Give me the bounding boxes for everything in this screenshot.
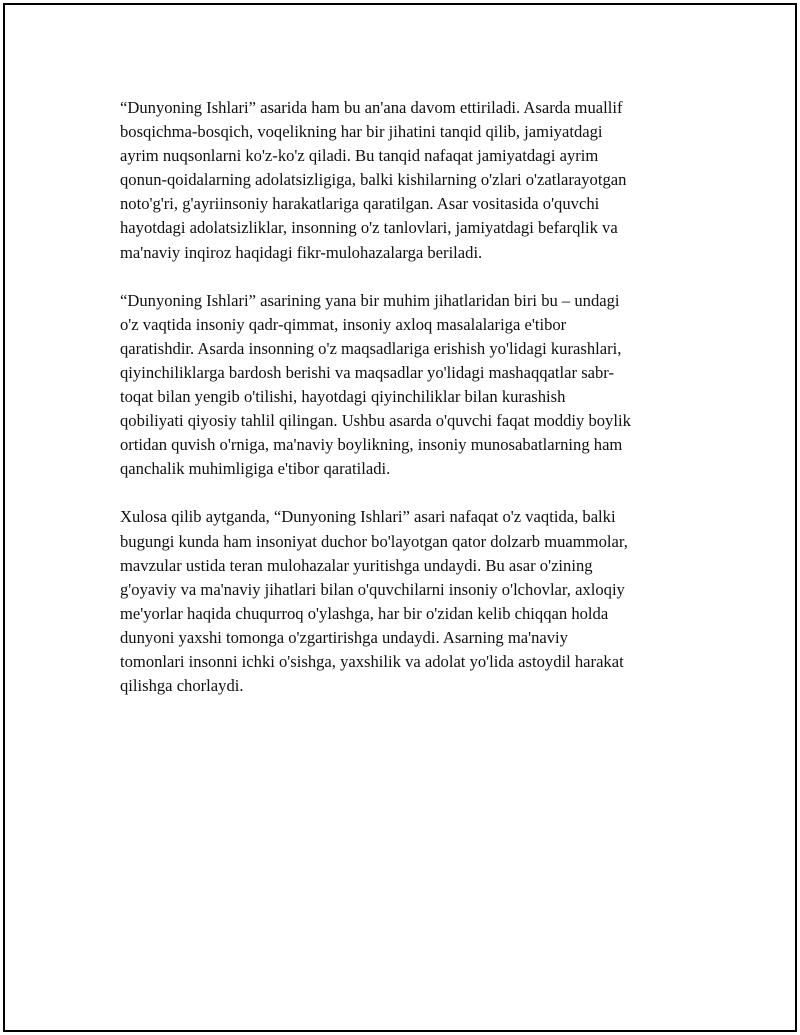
text-line: ortidan quvish o'rniga, ma'naviy boylikning, insoniy munosabatlarning ham xyxy=(120,435,623,455)
paragraph-2 xyxy=(120,289,695,482)
paragraph-3 xyxy=(120,505,695,698)
text-line: qilishga chorlaydi. xyxy=(120,676,244,696)
document-page xyxy=(3,3,797,1032)
text-line: “Dunyoning Ishlari” asarining yana bir muhim jihatlaridan biri bu – undagi xyxy=(120,290,620,310)
text-line: bosqichma-bosqich, voqelikning har bir jihatini tanqid qilib, jamiyatdagi xyxy=(120,122,603,142)
text-line: hayotdagi adolatsizliklar, insonning o'z tanlovlari, jamiyatdagi befarqlik va xyxy=(120,218,618,238)
text-line: qobiliyati qiyosiy tahlil qilingan. Ushbu asarda o'quvchi faqat moddiy boylik xyxy=(120,411,631,431)
text-line: qiyinchiliklarga bardosh berishi va maqsadlar yo'lidagi mashaqqatlar sabr- xyxy=(120,362,615,382)
text-line: mavzular ustida teran mulohazalar yuritishga undaydi. Bu asar o'zining xyxy=(120,555,593,575)
text-line: g'oyaviy va ma'naviy jihatlari bilan o'quvchilarni insoniy o'lchovlar, axloqiy xyxy=(120,579,625,599)
text-line: qanchalik muhimligiga e'tibor qaratiladi. xyxy=(120,459,391,479)
text-line: qonun-qoidalarning adolatsizligiga, balki kishilarning o'zlari o'zatlarayotgan xyxy=(120,170,627,190)
paragraph-1 xyxy=(120,96,695,265)
text-line: tomonlari insonni ichki o'sishga, yaxshilik va adolat yo'lida astoydil harakat xyxy=(120,651,624,671)
text-line: Xulosa qilib aytganda, “Dunyoning Ishlari” asari nafaqat o'z vaqtida, balki xyxy=(120,507,616,527)
text-line: toqat bilan yengib o'tilishi, hayotdagi qiyinchiliklar bilan kurashish xyxy=(120,387,566,407)
text-line: o'z vaqtida insoniy qadr-qimmat, insoniy axloq masalalariga e'tibor xyxy=(120,314,567,334)
text-line: ayrim nuqsonlarni ko'z-ko'z qiladi. Bu tanqid nafaqat jamiyatdagi ayrim xyxy=(120,146,599,166)
text-line: qaratishdir. Asarda insonning o'z maqsadlariga erishish yo'lidagi kurashlari, xyxy=(120,338,622,358)
text-line: me'yorlar haqida chuqurroq o'ylashga, har bir o'zidan kelib chiqqan holda xyxy=(120,603,609,623)
text-line: noto'g'ri, g'ayriinsoniy harakatlariga qaratilgan. Asar vositasida o'quvchi xyxy=(120,194,600,214)
text-line: “Dunyoning Ishlari” asarida ham bu an'ana davom ettiriladi. Asarda muallif xyxy=(120,98,623,117)
text-line: bugungi kunda ham insoniyat duchor bo'layotgan qator dolzarb muammolar, xyxy=(120,531,628,551)
text-line: ma'naviy inqiroz haqidagi fikr-mulohazalarga beriladi. xyxy=(120,242,483,262)
text-line: dunyoni yaxshi tomonga o'zgartirishga undaydi. Asarning ma'naviy xyxy=(120,627,568,647)
document-body xyxy=(120,96,695,722)
